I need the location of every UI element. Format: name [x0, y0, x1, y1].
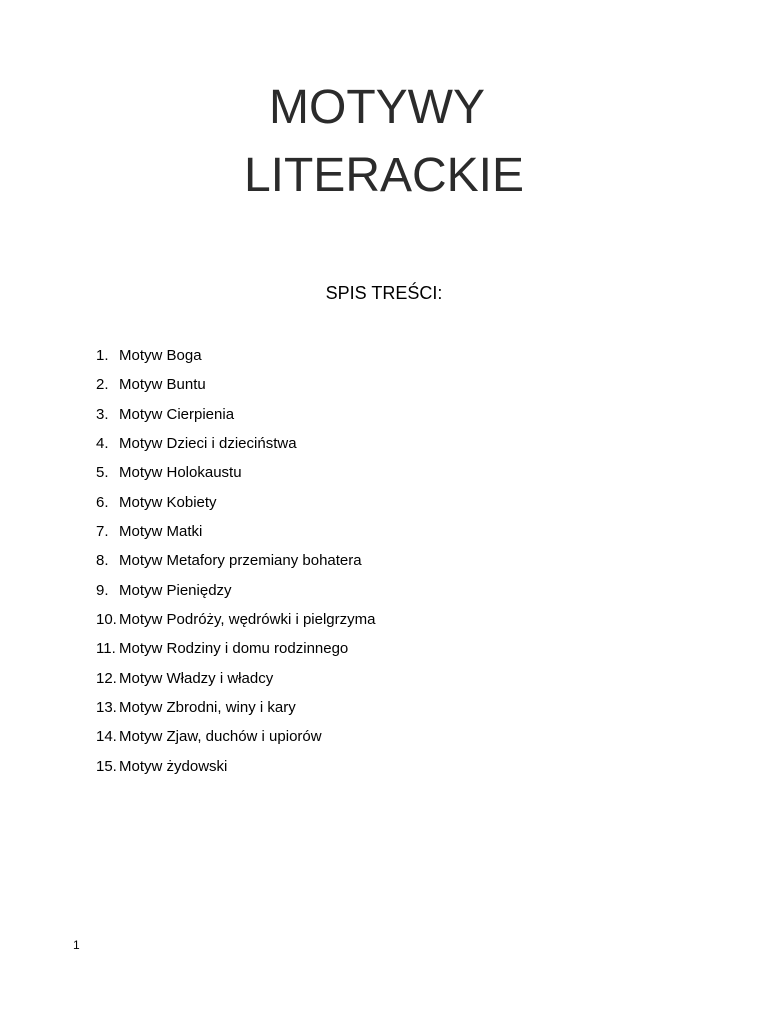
- toc-item-number: 14.: [96, 728, 117, 746]
- toc-item-number: 2.: [96, 376, 109, 394]
- toc-item: [96, 375, 375, 404]
- toc-item-label: Motyw Podróży, wędrówki i pielgrzyma: [119, 611, 376, 629]
- page-number: 1: [73, 938, 80, 952]
- toc-item-label: Motyw Rodziny i domu rodzinnego: [119, 640, 349, 658]
- toc-item: [96, 698, 375, 727]
- toc-item-label: Motyw Metafory przemiany bohatera: [119, 552, 362, 570]
- toc-item-label: Motyw Buntu: [119, 376, 206, 394]
- toc-item: [96, 581, 375, 610]
- toc-item-label: Motyw Cierpienia: [119, 405, 235, 423]
- toc-list: [96, 346, 375, 786]
- toc-item: [96, 434, 375, 463]
- toc-item: [96, 727, 375, 756]
- toc-item: [96, 522, 375, 551]
- toc-item-number: 3.: [96, 405, 109, 423]
- document-title-line-1: MOTYWY: [269, 81, 485, 134]
- toc-item-number: 9.: [96, 581, 109, 599]
- toc-item-label: Motyw Władzy i władcy: [119, 669, 274, 687]
- toc-item-number: 12.: [96, 669, 117, 687]
- toc-item-number: 15.: [96, 757, 117, 775]
- toc-item-label: Motyw Holokaustu: [119, 464, 242, 482]
- toc-item-label: Motyw żydowski: [119, 757, 228, 775]
- document-title-line-2: LITERACKIE: [243, 149, 525, 202]
- toc-item-number: 13.: [96, 699, 117, 717]
- toc-item-number: 4.: [96, 435, 109, 453]
- toc-item-number: 11.: [96, 640, 116, 658]
- toc-item: [96, 639, 375, 668]
- toc-item: [96, 551, 375, 580]
- toc-item: [96, 346, 375, 375]
- toc-heading: SPIS TREŚCI:: [325, 283, 443, 303]
- toc-item: [96, 610, 375, 639]
- toc-item-label: Motyw Kobiety: [119, 493, 217, 511]
- toc-item-label: Motyw Zbrodni, winy i kary: [119, 699, 296, 717]
- toc-item: [96, 463, 375, 492]
- toc-item-label: Motyw Zjaw, duchów i upiorów: [119, 728, 322, 746]
- toc-item: [96, 405, 375, 434]
- toc-item-number: 7.: [96, 523, 109, 541]
- toc-item: [96, 493, 375, 522]
- toc-item-label: Motyw Dzieci i dzieciństwa: [119, 435, 297, 453]
- toc-item-label: Motyw Pieniędzy: [119, 581, 232, 599]
- toc-item-number: 1.: [96, 347, 109, 364]
- toc-item-number: 8.: [96, 552, 109, 570]
- toc-item-number: 10.: [96, 611, 117, 629]
- toc-item-number: 6.: [96, 493, 109, 511]
- toc-item-number: 5.: [96, 464, 109, 482]
- toc-item-label: Motyw Boga: [119, 347, 202, 364]
- toc-item: [96, 757, 375, 786]
- toc-item-label: Motyw Matki: [119, 523, 203, 541]
- toc-item: [96, 669, 375, 698]
